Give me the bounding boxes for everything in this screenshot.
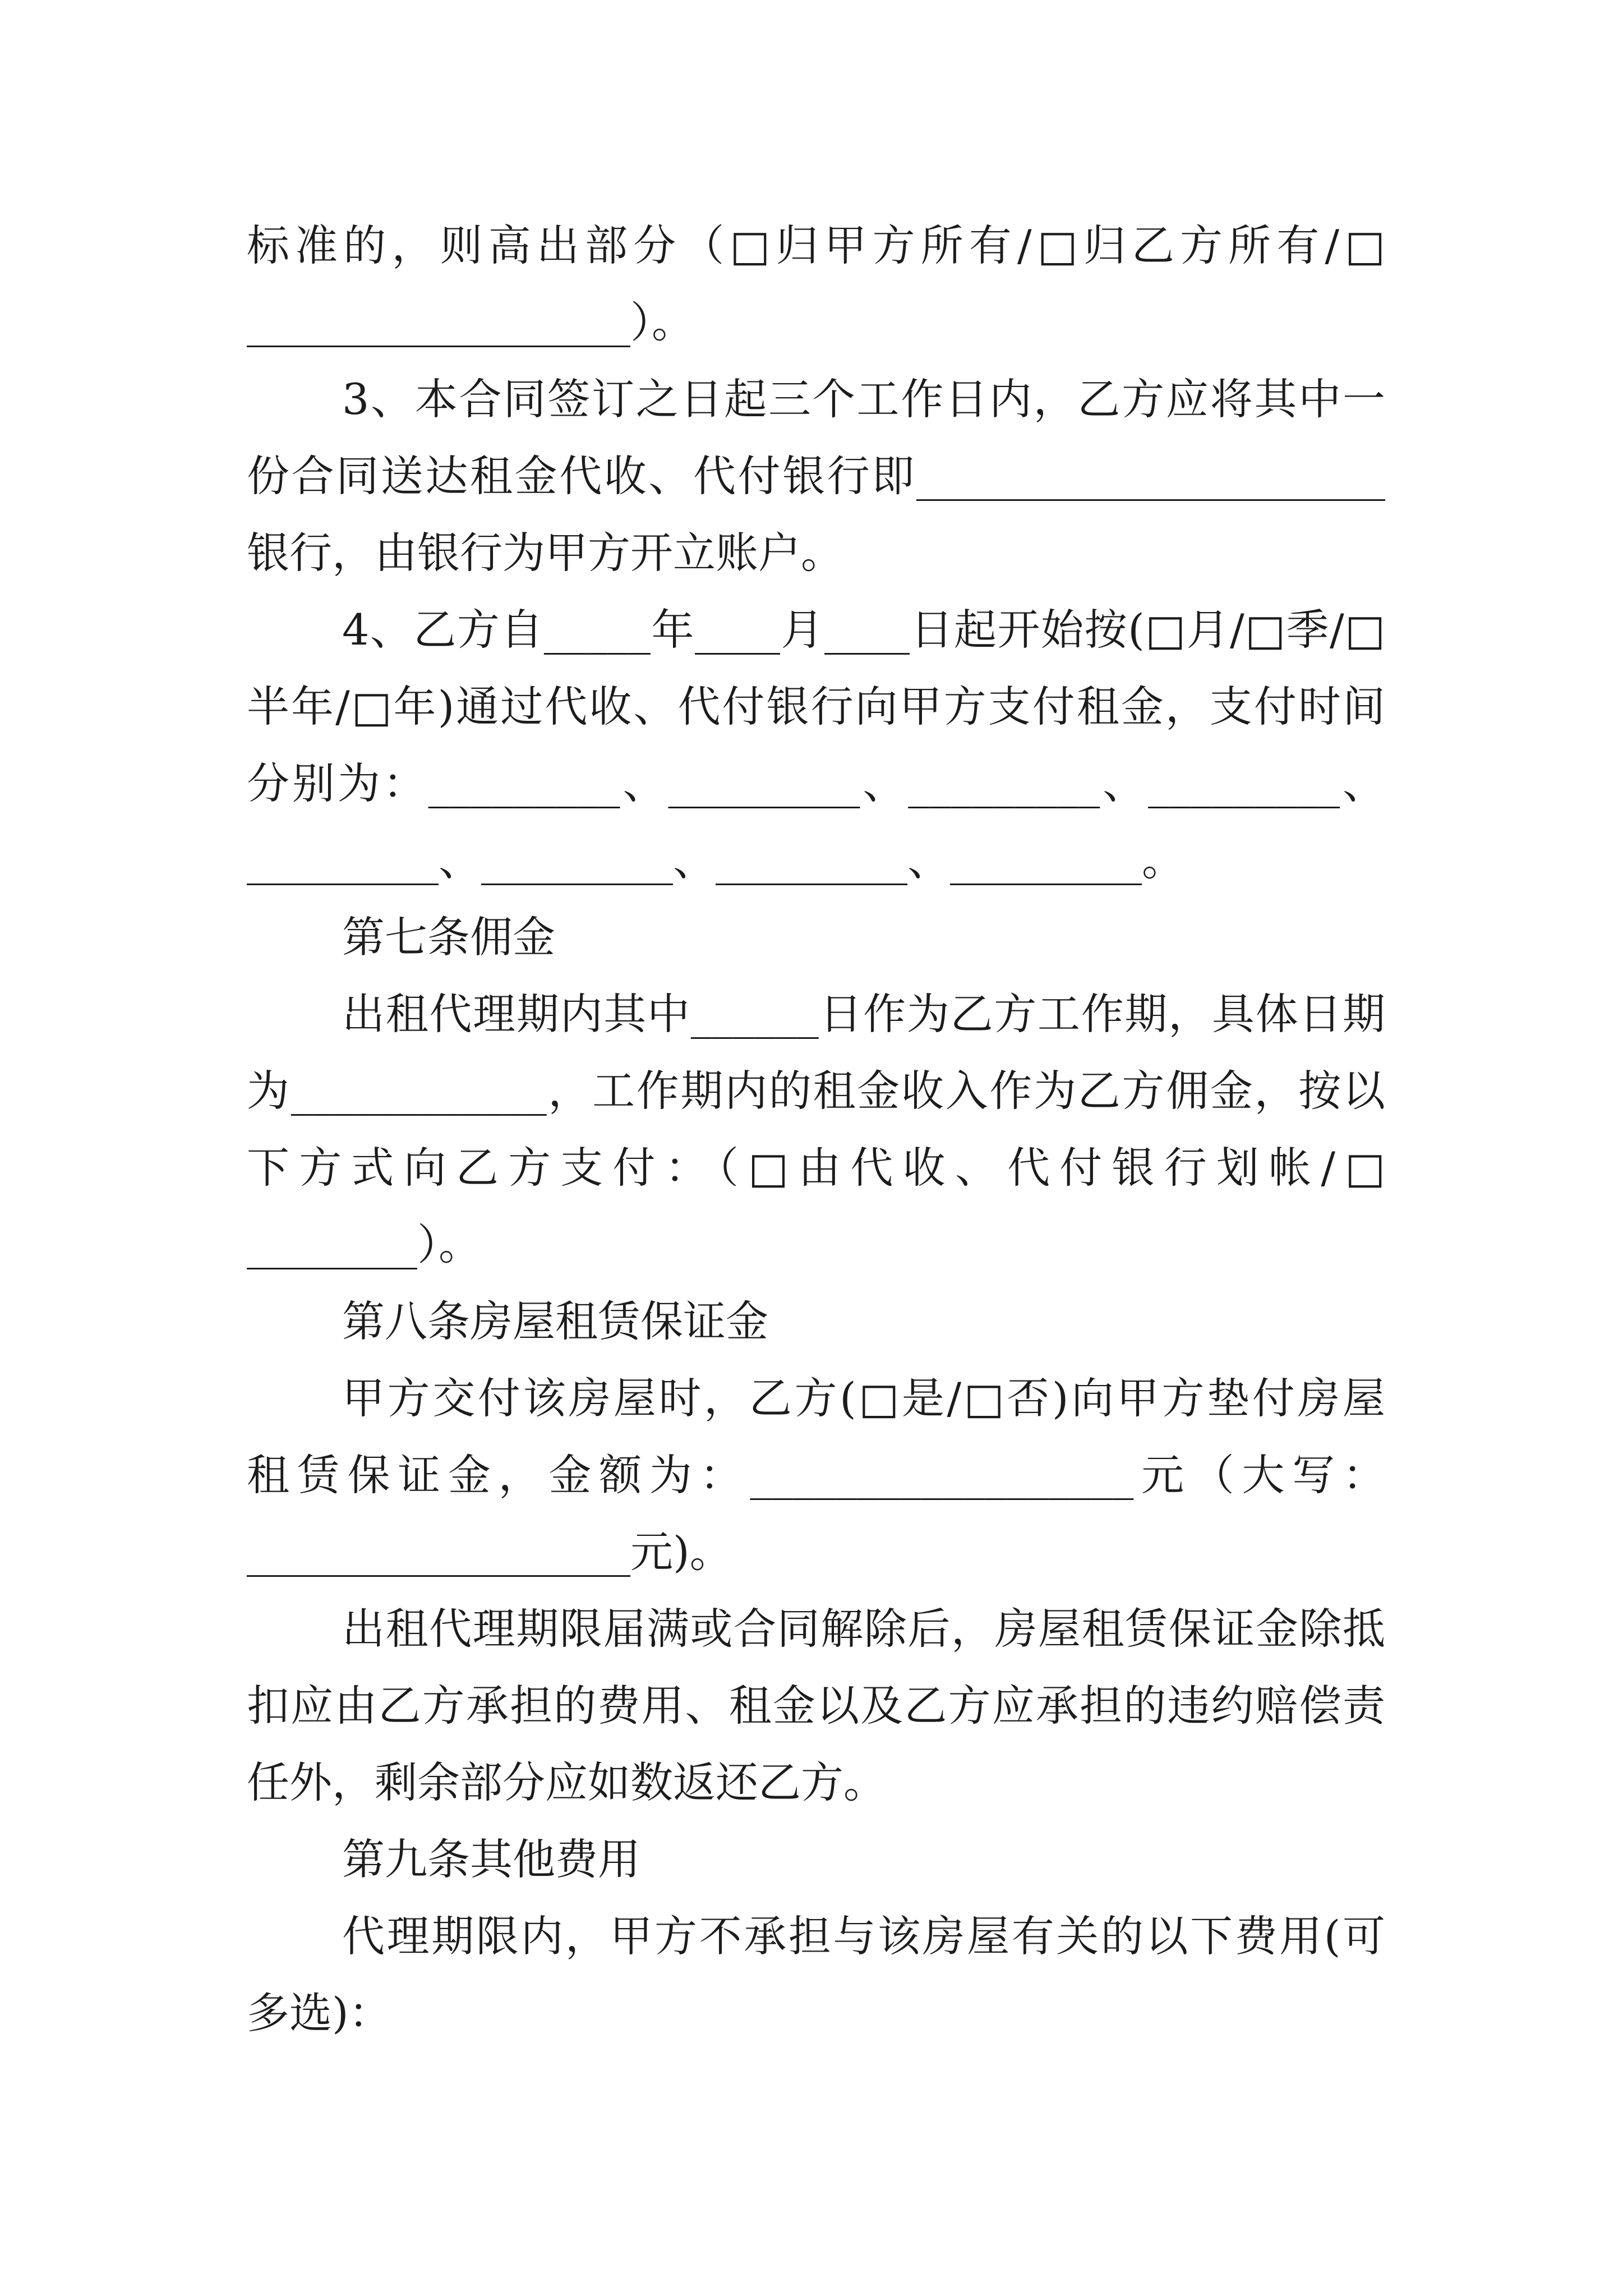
paragraph-line: 4、乙方自_____年____月____日起开始按(□月/□季/□ [342, 605, 1385, 655]
paragraph-line: 3、本合同签订之日起三个工作日内，乙方应将其中一 [342, 374, 1385, 424]
paragraph-line: ________）。 [247, 1220, 481, 1269]
paragraph-line: 多选)： [247, 1988, 391, 2038]
paragraph-line: 甲方交付该房屋时，乙方(□是/□否)向甲方垫付房屋 [342, 1373, 1385, 1423]
paragraph-line: 半年/□年)通过代收、代付银行向甲方支付租金，支付时间 [247, 682, 1385, 731]
section-heading: 第九条其他费用 [342, 1834, 640, 1884]
section-heading: 第八条房屋租赁保证金 [342, 1296, 768, 1346]
paragraph-line: 出租代理期内其中______日作为乙方工作期，具体日期 [342, 989, 1385, 1039]
paragraph-line: 代理期限内，甲方不承担与该房屋有关的以下费用(可 [342, 1911, 1385, 1961]
paragraph-line: __________________）。 [247, 297, 694, 347]
paragraph-line: _________、_________、_________、_________。 [247, 835, 1184, 885]
paragraph-line: 标准的，则高出部分（□归甲方所有/□归乙方所有/□ [247, 220, 1385, 270]
paragraph-line: 下方式向乙方支付：（□由代收、代付银行划帐/□ [247, 1143, 1385, 1193]
paragraph-line: __________________元)。 [247, 1527, 732, 1577]
paragraph-line: 出租代理期限届满或合同解除后，房屋租赁保证金除抵 [342, 1604, 1385, 1654]
paragraph-line: 租赁保证金，金额为：__________________元（大写： [247, 1450, 1385, 1500]
paragraph-line: 任外，剩余部分应如数返还乙方。 [247, 1757, 886, 1807]
section-heading: 第七条佣金 [342, 912, 555, 962]
paragraph-line: 份合同送达租金代收、代付银行即______________________ [247, 451, 1385, 501]
paragraph-line: 银行，由银行为甲方开立账户。 [247, 528, 843, 578]
paragraph-line: 扣应由乙方承担的费用、租金以及乙方应承担的违约赔偿责 [247, 1681, 1385, 1731]
paragraph-line: 分别为：_________、_________、_________、_________、 [247, 758, 1385, 808]
paragraph-line: 为____________，工作期内的租金收入作为乙方佣金，按以 [247, 1066, 1385, 1116]
